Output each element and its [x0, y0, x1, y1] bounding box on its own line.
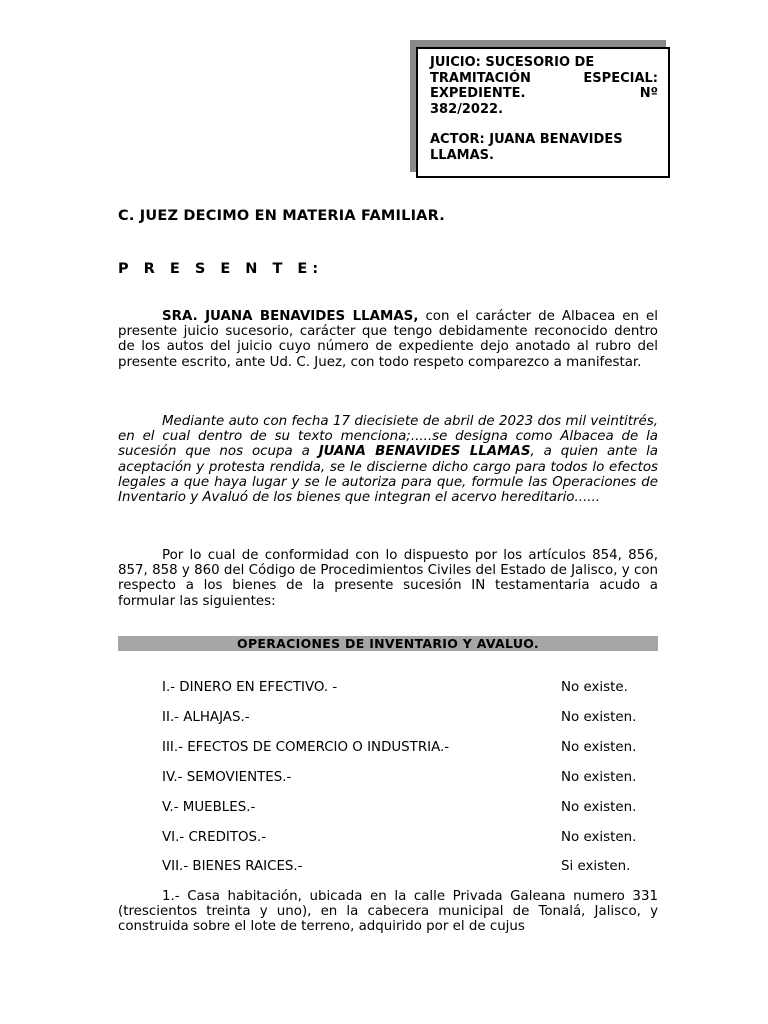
- inventory-label: VI.- CREDITOS.-: [162, 829, 267, 845]
- case-line-5: ACTOR: JUANA BENAVIDES: [430, 132, 623, 147]
- paragraph-property-text: 1.- Casa habitación, ubicada en la calle Privada Galeana numero 331 (trescientos treinta y uno), en la cabecera municipal de Tonalá, Jalisco, y construida sobre el lote de terreno, adquirido por el de cujus: [118, 889, 658, 935]
- paragraph-auto: [118, 414, 658, 505]
- paragraph-auto-text-a: Mediante auto con fecha 17 diecisiete de abril de 2023 dos mil veintitrés, en el cual dentro de su texto menciona;.....se designa como Albacea de la sucesión que nos ocupa a: [118, 414, 658, 460]
- case-line-6: LLAMAS.: [430, 147, 494, 163]
- paragraph-articles: [118, 548, 658, 609]
- case-line-1: JUICIO: SUCESORIO DE: [430, 55, 595, 70]
- inventory-value: Si existen.: [561, 859, 631, 875]
- case-header-box: [416, 47, 670, 178]
- case-line-2: TRAMITACIÓN ESPECIAL:: [430, 70, 658, 86]
- section-heading: OPERACIONES DE INVENTARIO Y AVALUO.: [118, 636, 658, 651]
- designated-name: JUANA BENAVIDES LLAMAS: [318, 444, 531, 460]
- inventory-label: VII.- BIENES RAICES.-: [162, 859, 303, 875]
- inventory-value: No existen.: [561, 709, 637, 725]
- paragraph-intro-text: con el carácter de Albacea en el presente juicio sucesorio, carácter que tengo debidamente reconocido dentro de los autos del juicio cuyo número de expediente dejo anotado al rubro del presente escrito, ante Ud. C. Juez, con todo respeto comparezco a manifestar.: [118, 309, 658, 370]
- case-line-3: EXPEDIENTE. Nº: [430, 86, 658, 101]
- paragraph-intro: [118, 309, 658, 370]
- albacea-name: SRA. JUANA BENAVIDES LLAMAS,: [162, 309, 419, 324]
- inventory-label: V.- MUEBLES.-: [162, 799, 256, 815]
- inventory-value: No existen.: [561, 799, 637, 815]
- case-line-4: 382/2022.: [430, 101, 504, 117]
- inventory-label: II.- ALHAJAS.-: [162, 709, 250, 725]
- inventory-value: No existen.: [561, 739, 637, 755]
- paragraph-auto-text-b: , a quien ante la aceptación y protesta rendida, se le discierne dicho cargo para todos lo efectos legales a que haya lugar y se le autoriza para que, formule las Operaciones de Inventario y Avaluó de los bienes que integran el acervo hereditario......: [118, 444, 659, 506]
- inventory-label: I.- DINERO EN EFECTIVO. -: [162, 680, 338, 695]
- presente-heading: P R E S E N T E:: [118, 261, 324, 277]
- inventory-value: No existen.: [561, 769, 637, 785]
- inventory-value: No existen.: [561, 829, 637, 845]
- paragraph-property: [118, 889, 658, 935]
- inventory-label: IV.- SEMOVIENTES.-: [162, 769, 292, 785]
- inventory-value: No existe.: [561, 680, 628, 695]
- inventory-label: III.- EFECTOS DE COMERCIO O INDUSTRIA.-: [162, 739, 450, 755]
- addressee-heading: C. JUEZ DECIMO EN MATERIA FAMILIAR.: [118, 208, 445, 224]
- paragraph-articles-text: Por lo cual de conformidad con lo dispuesto por los artículos 854, 856, 857, 858 y 860 del Código de Procedimientos Civiles del Estado de Jalisco, y con respecto a los bienes de la presente sucesión IN testamentaria acudo a formular las siguientes:: [118, 548, 658, 609]
